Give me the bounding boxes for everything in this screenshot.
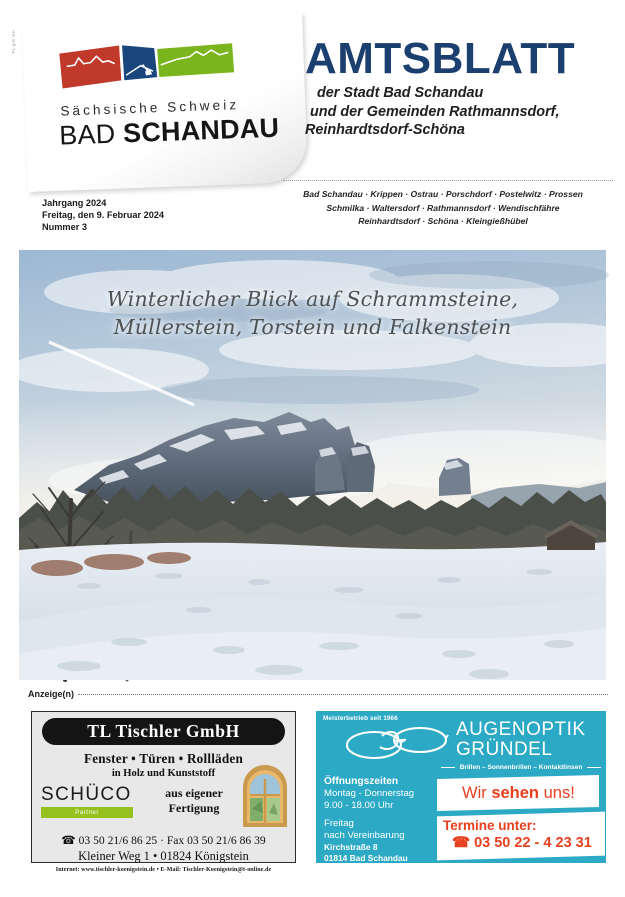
- tischler-contact: ☎ 03 50 21/6 86 25 · Fax 03 50 21/6 86 39: [61, 834, 266, 847]
- optik-appointments-phone[interactable]: ☎ 03 50 22 - 4 23 31: [452, 834, 592, 851]
- issue-number: Nummer 3: [42, 222, 87, 233]
- optik-tagline: Brillen – Sonnenbrillen – Kontaktlinsen: [459, 764, 583, 771]
- window-illustration-icon: [241, 761, 289, 829]
- masthead-divider: [283, 180, 613, 181]
- issue-date: Freitag, den 9. Februar 2024: [42, 210, 165, 221]
- optik-hours-line2: 9.00 - 18.00 Uhr: [324, 800, 394, 811]
- eyeglasses-logo-icon: [344, 723, 448, 761]
- optik-address-line2: 01814 Bad Schandau: [324, 852, 408, 863]
- optik-slogan: [462, 784, 575, 803]
- optik-brand-line1: AUGENOPTIK: [456, 719, 586, 740]
- print-mark: PL-gint HH: [11, 30, 16, 54]
- advertisement-label: Anzeige(n): [28, 689, 74, 699]
- tischler-products: Fenster • Türen • Rollläden: [84, 751, 243, 766]
- tischler-production-line2: Fertigung: [168, 801, 220, 815]
- photo-caption-line1: Winterlicher Blick auf Schrammsteine,: [106, 287, 519, 311]
- district-list: [268, 188, 618, 229]
- ad-augenoptik-gruendel[interactable]: [316, 711, 606, 863]
- advertisement-section-header: [28, 689, 608, 699]
- optik-brand-line2: GRÜNDEL: [456, 739, 553, 760]
- tischler-production-line1: aus eigener: [165, 786, 223, 800]
- title-block: [305, 36, 620, 140]
- optik-address-line1: Kirchstraße 8: [324, 842, 378, 852]
- schueco-partner-bar: [41, 807, 133, 818]
- optik-hours-line3: Freitag: [324, 818, 354, 829]
- tischler-production-note: [144, 786, 244, 816]
- tischler-company-banner: [42, 718, 285, 745]
- photo-caption: [19, 285, 606, 341]
- page-subtitle-line1: der Stadt Bad Schandau: [317, 85, 484, 101]
- page-subtitle-line3: Reinhardtsdorf-Schöna: [305, 122, 465, 139]
- optik-appointments-label: Termine unter:: [443, 817, 537, 833]
- optik-tagline-row: [441, 764, 601, 771]
- district-line-3: Reinhardtsdorf · Schöna · Kleingießhübel: [358, 216, 528, 227]
- optik-appointments-box[interactable]: [437, 812, 605, 861]
- tischler-company-name: TL Tischler GmbH: [87, 721, 240, 741]
- optik-slogan-pre: Wir: [461, 783, 491, 802]
- page-title: AMTSBLATT: [305, 34, 576, 83]
- logo-title-schandau: SCHANDAU: [122, 112, 280, 149]
- optik-brand-name: [456, 720, 586, 760]
- logo-title-bad: BAD: [58, 118, 124, 151]
- schueco-brand-name: SCHÜCO: [41, 784, 132, 805]
- optik-tagline-rule-right: [587, 767, 601, 768]
- tischler-middle-row: [32, 783, 295, 831]
- district-line-1: Bad Schandau · Krippen · Ostrau · Porschdorf · Postelwitz · Prossen: [303, 189, 583, 199]
- logo-block: [22, 36, 308, 216]
- optik-hours-line4: nach Vereinbarung: [324, 830, 405, 841]
- tischler-web-contact[interactable]: Internet: www.tischler-koenigstein.de • E-Mail: Tischler-Koenigstein@t-online.de: [55, 867, 272, 873]
- district-line-2: Schmilka · Waltersdorf · Rathmannsdorf · Wendischfähre: [326, 202, 560, 213]
- optik-tagline-rule-left: [441, 767, 455, 768]
- ad-tl-tischler-gmbh[interactable]: [31, 711, 296, 873]
- logo-subtitle: Sächsische Schweiz: [60, 97, 240, 119]
- schueco-partner-label: Partner: [75, 809, 99, 816]
- logo-title: [59, 112, 306, 152]
- optik-slogan-box: [437, 775, 599, 811]
- optik-master-badge: Meisterbetrieb seit 1966: [323, 715, 398, 722]
- tischler-address: Kleiner Weg 1 • 01824 Königstein: [78, 849, 249, 863]
- advertisement-dotted-rule: [78, 694, 608, 695]
- bad-schandau-logo-icon: [56, 37, 263, 94]
- masthead: [0, 0, 625, 245]
- optik-slogan-strong: sehen: [490, 783, 539, 802]
- page-subtitle-line2: und der Gemeinden Rathmannsdorf,: [310, 103, 560, 120]
- page-subtitle: [305, 84, 620, 140]
- optik-slogan-post: uns!: [538, 783, 575, 802]
- optik-hours-title: Öffnungszeiten: [324, 776, 399, 787]
- schueco-logo: [41, 785, 133, 818]
- photo-caption-line2: Müllerstein, Torstein und Falkenstein: [113, 315, 512, 339]
- issue-volume: Jahrgang 2024: [42, 198, 107, 208]
- optik-address: [324, 842, 408, 863]
- issue-info: [42, 197, 164, 234]
- tischler-material: in Holz und Kunststoff: [111, 768, 216, 779]
- optik-opening-hours: [324, 775, 432, 842]
- cover-photo: [19, 250, 606, 680]
- optik-hours-line1: Montag - Donnerstag: [324, 788, 415, 799]
